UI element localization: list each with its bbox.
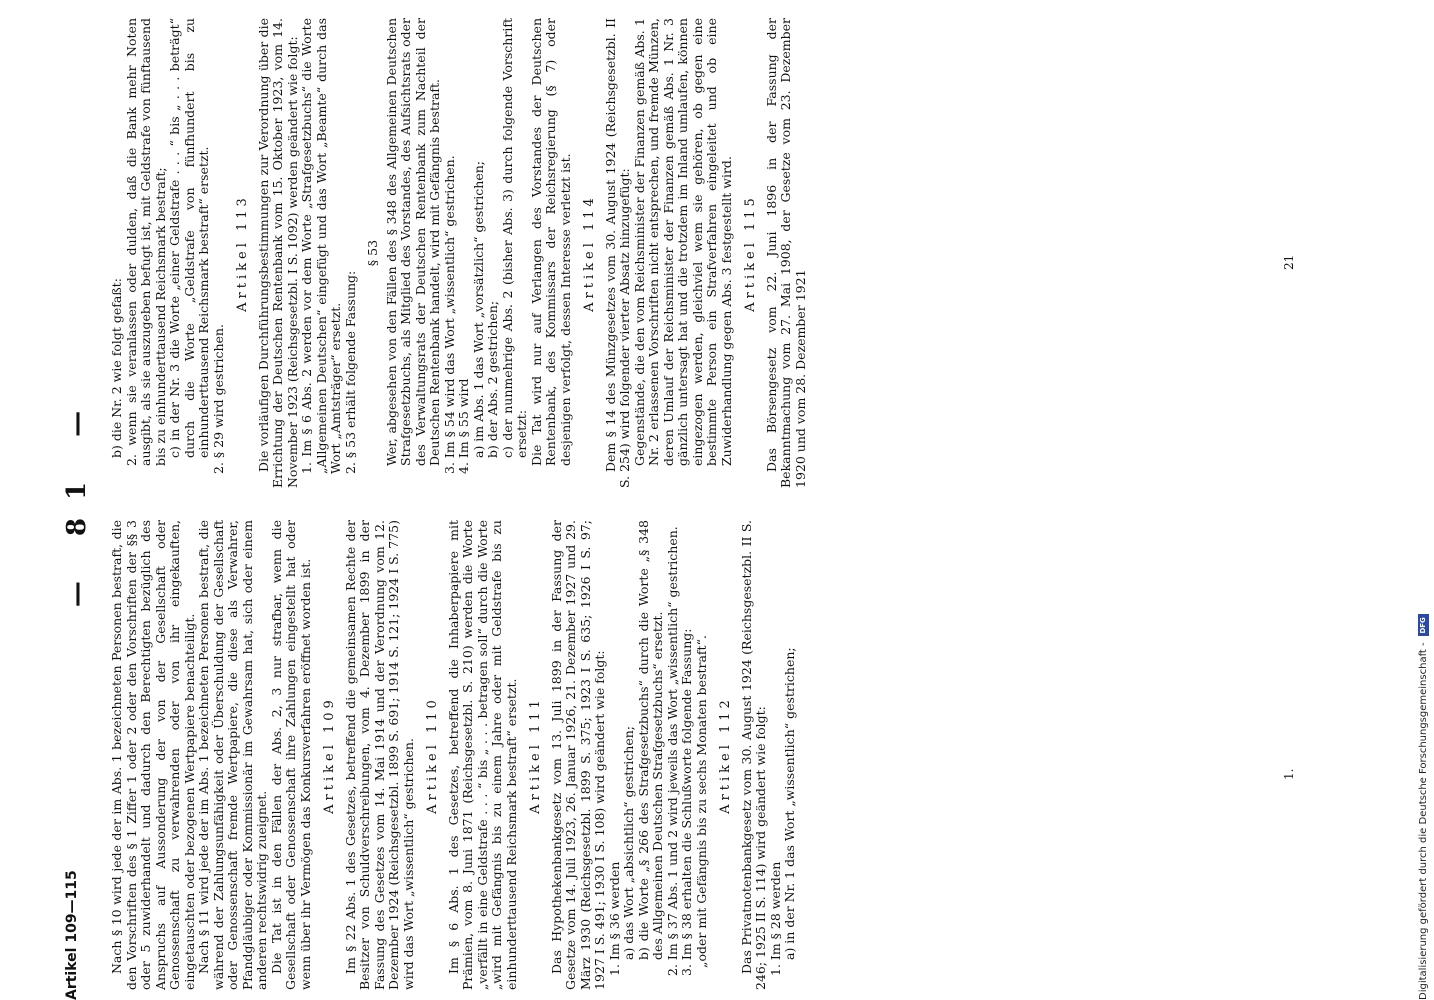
quoted-text: Die Tat wird nur auf Verlangen des Vorstandes der Deutschen Rentenbank, des Kommissars der Reichsregierung (§ 7) oder desjenigen verfolgt, dessen Interesse verletzt ist. — [528, 18, 573, 466]
paragraph: Die vorläufigen Durchführungsbestimmungen zur Verordnung über die Errichtung der Deutschen Rentenbank vom 15. Oktober 1923, vom 14. November 1923 (Reichsgesetzbl. I S. 1092) werden geändert wie folgt: — [255, 18, 300, 488]
list-item: 4. Im § 55 wird — [456, 378, 471, 474]
quoted-text: Gegenstände, die den vom Reichsminister der Finanzen gemäß Abs. 1 Nr. 2 erlassenen Vorschriften nicht entsprechen, und fremde Münzen, deren Umlauf der Reichsminister der Finanzen gemäß Abs. 1 Nr. 3 gänzlich untersagt hat und die trotzdem im Inland umlaufen, können eingezogen werden, gleichviel wem sie gehören, ob gegen eine bestimmte Person ein Strafverfahren eingeleitet und ob eine Zuwiderhandlung gegen Abs. 3 festgestellt wird. — [631, 18, 734, 466]
paragraph: Das Privatnotenbankgesetz vom 30. August 1924 (Reichsgesetzbl. II S. 246; 1925 II S. 114) wird geändert wie folgt: — [738, 520, 768, 990]
paragraph: Dem § 14 des Münzgesetzes vom 30. August 1924 (Reichsgesetzbl. II S. 254) wird folgender vierter Absatz hinzugefügt: — [602, 18, 632, 488]
paragraph: Im § 22 Abs. 1 des Gesetzes, betreffend die gemeinsamen Rechte der Besitzer von Schuldverschreibungen, vom 4. Dezember 1899 in der Fassung des Gesetzes vom 14. Mai 1914 und der Verordnung vom 12. Dezember 1924 (Reichsgesetzbl. 1899 S. 691; 1914 S. 121; 1924 I S. 775) wird das Wort „wissentlich“ gestrichen. — [342, 520, 416, 990]
digitization-text: Digitalisierung gefördert durch die Deutsche Forschungsgemeinschaft - — [1418, 642, 1429, 1000]
article-heading: Artikel 112 — [718, 696, 733, 814]
paragraph: Die Tat ist in den Fällen der Abs. 2, 3 nur strafbar, wenn die Gesellschaft oder Genossenschaft ihre Zahlungen eingestellt hat oder wenn über ihr Vermögen das Konkursverfahren eröffnet worden ist. — [268, 520, 313, 990]
right-column — [110, 18, 808, 488]
article-heading: Artikel 115 — [743, 194, 758, 312]
paragraph: Nach § 10 wird jede der im Abs. 1 bezeichneten Personen bestraft, die den Vorschriften des § 1 Ziffer 1 oder 2 oder den Vorschriften der §§ 3 oder 5 zuwiderhandelt und dadurch den Berechtigten bezüglich des Anspruchs auf Aussonderung der von der Gesellschaft oder Genossenschaft zu verwahrenden oder von ihr eingekauften, eingetauschten oder bezogenen Wertpapiere benachteiligt. — [109, 520, 197, 990]
list-item: 3. Im § 54 wird das Wort „wissentlich“ gestrichen. — [441, 155, 457, 474]
list-item: 2. Im § 37 Abs. 1 und 2 wird jeweils das Wort „wissentlich“ gestrichen. — [664, 526, 680, 976]
quoted-text: „oder mit Gefängnis bis zu sechs Monaten bestraft“. — [693, 635, 709, 968]
list-item: 3. Im § 38 erhalten die Schlußworte folgende Fassung: — [679, 628, 694, 976]
article-heading: Artikel 110 — [425, 696, 440, 814]
digitization-note — [1418, 0, 1429, 1000]
list-item: a) das Wort „absichtlich“ gestrichen; — [621, 726, 636, 960]
list-item: a) im Abs. 1 das Wort „vorsätzlich“ gestrichen; — [470, 160, 486, 458]
dfg-logo-icon: DFG — [1418, 614, 1429, 636]
list-item: c) in der Nr. 3 die Worte „einer Geldstrafe . . . “ bis „ . . . beträgt“ durch die Worte „Geldstrafe von fünfhundert bis zu einhunderttausend Reichsmark bestraft“ ersetzt. — [167, 18, 211, 458]
list-item: c) der nunmehrige Abs. 2 (bisher Abs. 3) durch folgende Vorschrift ersetzt: — [499, 18, 529, 458]
list-item: 2. § 29 wird gestrichen. — [210, 324, 226, 474]
list-item: b) die Worte „§ 266 des Strafgesetzbuchs“ durch die Worte „§ 348 des Allgemeinen Deutschen Strafgesetzbuchs“ ersetzt. — [635, 520, 665, 960]
list-item: 1. Im § 28 werden — [767, 861, 783, 976]
signature-mark-left: 1. — [1282, 768, 1296, 780]
quoted-text: Wer, abgesehen von den Fällen des § 348 des Allgemeinen Deutschen Strafgesetzbuchs, als Mitglied des Vorstandes, des Aufsichtsrats oder des Verwaltungsrats der Deutschen Rentenbank zum Nachteil der Deutschen Rentenbank handelt, wird mit Gefängnis bestraft. — [383, 18, 442, 466]
article-heading: Artikel 114 — [582, 194, 597, 312]
section-heading: § 53 — [365, 239, 380, 267]
paragraph: Nach § 11 wird jede der im Abs. 1 bezeichneten Personen bestraft, die während der Zahlungsunfähigkeit oder Überschuldung der Gesellschaft oder Genossenschaft fremde Wertpapiere, die diese als Verwahrer, Pfandgläubiger oder Kommissionär im Gewahrsam hat, sich oder einem anderen rechtswidrig zueignet. — [196, 520, 269, 990]
article-heading: Artikel 109 — [322, 696, 337, 814]
running-head: Artikel 109—115 — [64, 870, 80, 1000]
quoted-text: 2. wenn sie veranlassen oder dulden, daß die Bank mehr Noten ausgibt, als sie auszugeben befugt ist, mit Geldstrafe von fünftausend bis zu einhunderttausend Reichsmark bestraft; — [123, 18, 168, 466]
article-heading: Artikel 113 — [235, 194, 250, 312]
page-header — [64, 0, 104, 1000]
list-item: b) die Nr. 2 wie folgt gefaßt: — [109, 278, 124, 458]
list-item: a) in der Nr. 1 das Wort „wissentlich“ gestrichen; — [782, 647, 797, 960]
left-column — [110, 520, 798, 990]
paragraph: Das Börsengesetz vom 22. Juni 1896 in der Fassung der Bekanntmachung vom 27. Mai 1908, der Gesetze vom 23. Dezember 1920 und vom 28. Dezember 1921 — [763, 18, 808, 488]
paragraph: Das Hypothekenbankgesetz vom 13. Juli 1899 in der Fassung der Gesetze vom 14. Juli 1923, 26. Januar 1926, 21. Dezember 1927 und 29. März 1930 (Reichsgesetzbl. 1899 S. 375; 1923 I S. 635; 1926 I S. 97; 1927 I S. 491; 1930 I S. 108) wird geändert wie folgt: — [548, 520, 607, 990]
signature-mark-right: 21 — [1282, 254, 1296, 270]
list-item: 1. Im § 36 werden — [606, 861, 622, 976]
list-item: b) der Abs. 2 gestrichen; — [485, 300, 500, 458]
page-number: — 81 — — [62, 392, 92, 608]
list-item: 1. Im § 6 Abs. 2 werden vor dem Worte „Strafgesetzbuchs“ die Worte „Allgemeinen Deutschen“ eingefügt und das Wort „Beamte“ durch das Wort „Amtsträger“ ersetzt. — [299, 18, 343, 474]
list-item: 2. § 53 erhält folgende Fassung: — [342, 270, 358, 474]
paragraph: Im § 6 Abs. 1 des Gesetzes, betreffend die Inhaberpapiere mit Prämien, vom 8. Juni 1871 (Reichsgesetzbl. S. 210) werden die Worte „verfällt in eine Geldstrafe . . . “ bis „ . . . betragen soll“ durch die Worte „wird mit Gefängnis bis zu einem Jahre oder mit Geldstrafe bis zu einhunderttausend Reichsmark bestraft“ ersetzt. — [445, 520, 519, 990]
article-heading: Artikel 111 — [528, 696, 543, 814]
